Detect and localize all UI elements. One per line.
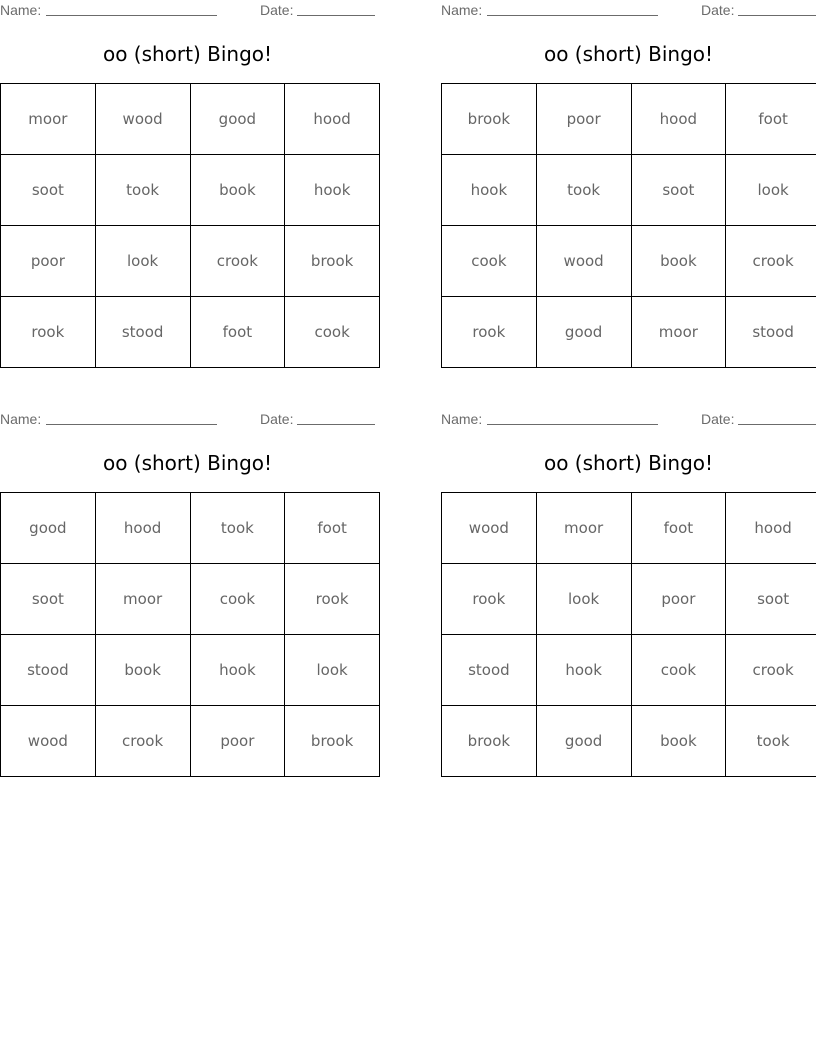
bingo-cell: cook (631, 635, 726, 706)
name-blank-line (46, 15, 217, 16)
bingo-cell: crook (726, 635, 816, 706)
bingo-cell: soot (1, 155, 96, 226)
bingo-cell: foot (726, 84, 816, 155)
bingo-cell: foot (190, 297, 285, 368)
bingo-cell: brook (442, 84, 537, 155)
bingo-cell: cook (190, 564, 285, 635)
date-blank-line (738, 424, 816, 425)
card-title: oo (short) Bingo! (102, 42, 273, 66)
bingo-cell: wood (536, 226, 631, 297)
grid-row (1, 155, 380, 226)
card-header (0, 411, 375, 429)
bingo-cell: stood (95, 297, 190, 368)
grid-row (442, 84, 816, 155)
grid-row (1, 564, 380, 635)
bingo-cell: brook (285, 226, 380, 297)
grid-row (1, 635, 380, 706)
bingo-cell: poor (536, 84, 631, 155)
bingo-cell: stood (442, 635, 537, 706)
bingo-card-1 (0, 0, 375, 380)
bingo-cell: crook (95, 706, 190, 777)
bingo-cell: took (726, 706, 816, 777)
bingo-cell: good (1, 493, 96, 564)
bingo-cell: wood (442, 493, 537, 564)
bingo-cell: poor (1, 226, 96, 297)
bingo-cell: moor (536, 493, 631, 564)
bingo-grid (441, 492, 816, 777)
grid-row (442, 706, 816, 777)
grid-row (442, 493, 816, 564)
bingo-cell: hood (631, 84, 726, 155)
bingo-cell: hood (95, 493, 190, 564)
bingo-cell: wood (1, 706, 96, 777)
date-label: Date: (260, 2, 294, 18)
bingo-cell: foot (631, 493, 726, 564)
bingo-cell: good (536, 706, 631, 777)
grid-row (1, 84, 380, 155)
bingo-card-2 (441, 0, 816, 380)
bingo-cell: good (190, 84, 285, 155)
grid-row (1, 226, 380, 297)
bingo-cell: hood (726, 493, 816, 564)
bingo-cell: book (631, 226, 726, 297)
grid-row (442, 155, 816, 226)
grid-row (1, 493, 380, 564)
bingo-cell: book (631, 706, 726, 777)
bingo-cell: moor (95, 564, 190, 635)
name-blank-line (487, 15, 658, 16)
grid-row (442, 297, 816, 368)
bingo-cell: took (190, 493, 285, 564)
date-blank-line (738, 15, 816, 16)
bingo-cell: good (536, 297, 631, 368)
bingo-cell: book (95, 635, 190, 706)
grid-row (442, 635, 816, 706)
name-label: Name: (441, 2, 483, 18)
card-header (0, 2, 375, 20)
bingo-grid (441, 83, 816, 368)
date-blank-line (297, 424, 375, 425)
bingo-cell: took (95, 155, 190, 226)
bingo-cell: book (190, 155, 285, 226)
bingo-grid (0, 83, 380, 368)
bingo-cell: poor (190, 706, 285, 777)
grid-row (1, 706, 380, 777)
bingo-cell: foot (285, 493, 380, 564)
bingo-cell: cook (442, 226, 537, 297)
name-label: Name: (0, 411, 42, 427)
card-header (441, 2, 816, 20)
bingo-cell: rook (1, 297, 96, 368)
bingo-cell: hook (190, 635, 285, 706)
bingo-cell: hood (285, 84, 380, 155)
grid-row (442, 226, 816, 297)
bingo-cell: look (285, 635, 380, 706)
name-label: Name: (0, 2, 42, 18)
bingo-cell: look (536, 564, 631, 635)
name-blank-line (46, 424, 217, 425)
date-blank-line (297, 15, 375, 16)
card-header (441, 411, 816, 429)
bingo-grid (0, 492, 380, 777)
card-title: oo (short) Bingo! (543, 451, 714, 475)
card-title: oo (short) Bingo! (543, 42, 714, 66)
bingo-cell: hook (285, 155, 380, 226)
bingo-cell: soot (726, 564, 816, 635)
grid-row (1, 297, 380, 368)
date-label: Date: (260, 411, 294, 427)
bingo-card-3 (0, 409, 375, 789)
bingo-cell: rook (442, 564, 537, 635)
bingo-cell: stood (1, 635, 96, 706)
date-label: Date: (701, 411, 735, 427)
bingo-cell: crook (726, 226, 816, 297)
bingo-cell: rook (442, 297, 537, 368)
grid-row (442, 564, 816, 635)
bingo-cell: soot (631, 155, 726, 226)
bingo-cell: took (536, 155, 631, 226)
date-label: Date: (701, 2, 735, 18)
bingo-cell: rook (285, 564, 380, 635)
bingo-cell: hook (536, 635, 631, 706)
bingo-cell: moor (1, 84, 96, 155)
bingo-cell: hook (442, 155, 537, 226)
card-title: oo (short) Bingo! (102, 451, 273, 475)
bingo-cell: crook (190, 226, 285, 297)
bingo-cell: look (726, 155, 816, 226)
name-label: Name: (441, 411, 483, 427)
bingo-cell: look (95, 226, 190, 297)
bingo-card-4 (441, 409, 816, 789)
bingo-cell: moor (631, 297, 726, 368)
name-blank-line (487, 424, 658, 425)
bingo-cell: brook (442, 706, 537, 777)
bingo-cell: brook (285, 706, 380, 777)
bingo-cell: cook (285, 297, 380, 368)
bingo-cell: soot (1, 564, 96, 635)
bingo-cell: stood (726, 297, 816, 368)
bingo-cell: poor (631, 564, 726, 635)
bingo-cell: wood (95, 84, 190, 155)
